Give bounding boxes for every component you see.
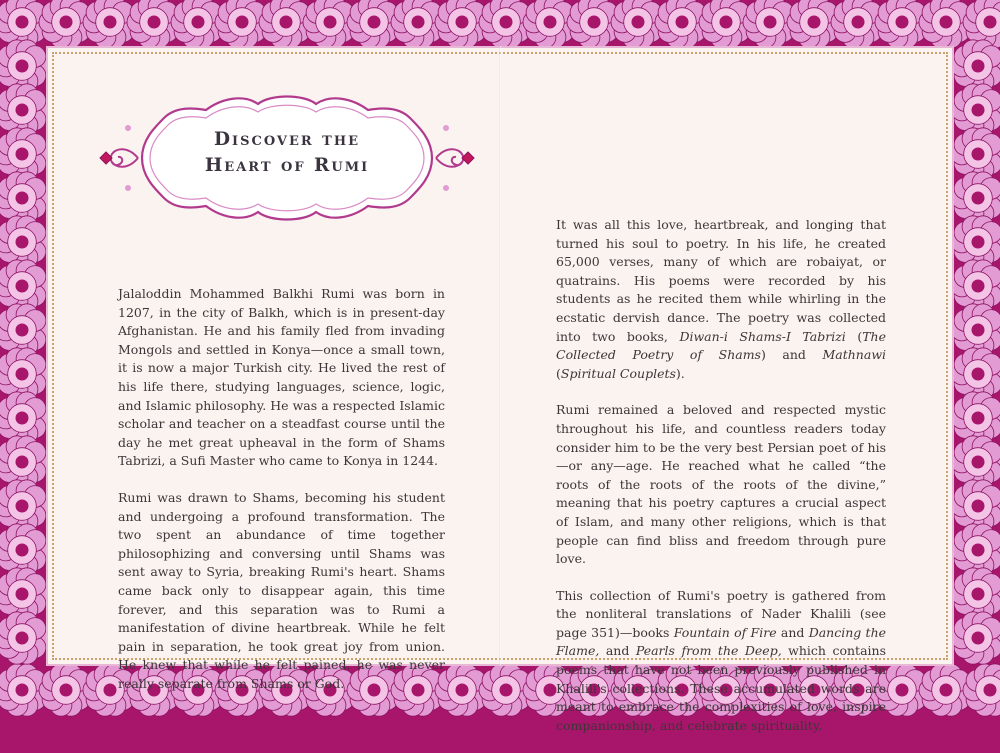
text-run: This collection of Rumi's poetry is gathered from the nonliteral translations of Nader Khalili (see page 351)—books (556, 587, 886, 640)
book-title: Pearls from the Deep, (635, 643, 782, 659)
book-title: Fountain of Fire (673, 624, 777, 640)
text-run: and (776, 624, 809, 640)
book-title: Mathnawi (822, 347, 887, 363)
right-paragraph-3 (556, 587, 886, 736)
text-run: which contains poems that have not been previously published in Khalili's collections. These accumulated words are meant to embrace the complexities of love, inspire companionship, and celebrate spirituality. (556, 643, 886, 733)
right-paragraph-1 (556, 216, 886, 383)
text-run: and (599, 643, 636, 659)
text-run: ( (556, 365, 561, 381)
text-run: ) and (760, 347, 823, 363)
book-title: Dancing the Flame, (556, 624, 887, 659)
rosette-ornament (951, 612, 1000, 664)
right-page-text (556, 216, 886, 753)
book-title: The Collected Poetry of Shams (556, 328, 887, 363)
book-gutter (499, 46, 501, 666)
left-paragraph-2: Rumi was drawn to Shams, becoming his student and undergoing a profound transformation. The two spent an abundance of time together philosophizing and conversing until Shams was sent away to Syria, breaking Rumi's heart. Shams came back only to disappear again, this time forever, and this separation was to Rumi a manifestation of divine heartbreak. While he felt pain in separation, he took great joy from union. He knew that while he felt pained, he was never really separate from Shams or God. (118, 489, 445, 691)
book-title: Diwan-i Shams-I Tabrizi (679, 328, 846, 344)
page-title (150, 127, 424, 179)
title-line-1: Discover the (213, 129, 361, 150)
text-run: It was all this love, heartbreak, and longing that turned his soul to poetry. In his life, he created 65,000 verses, many of which are robaiyat, or quatrains. His poems were recorded by his students as he recited them while whirling in the ecstatic dervish dance. The poetry was collected into two books, (556, 217, 886, 344)
title-line-2: Heart of Rumi (204, 155, 370, 176)
left-page-text (118, 285, 445, 711)
text-run: ( (845, 328, 863, 344)
text-run: ). (675, 365, 685, 381)
left-paragraph-1: Jalaloddin Mohammed Balkhi Rumi was born in 1207, in the city of Balkh, which is in present-day Afghanistan. He and his family fled from invading Mongols and settled in Konya—once a small town, it is now a major Turkish city. He lived the rest of his life there, studying languages, science, logic, and Islamic philosophy. He was a respected Islamic scholar and teacher on a steadfast course until the day he met great upheaval in the form of Shams Tabrizi, a Sufi Master who came to Konya in 1244. (118, 286, 445, 469)
right-paragraph-2: Rumi remained a beloved and respected mystic throughout his life, and countless readers today consider him to be the very best Persian poet of his—or any—age. He reached what he called “the roots of the roots of the roots of the divine,” meaning that his poetry captures a crucial aspect of Islam, and many other religions, which is that people can find bliss and freedom through pure love. (556, 402, 886, 567)
rosette-ornament (0, 612, 49, 664)
rosette-ornament (963, 664, 1000, 716)
book-title: Spiritual Couplets (560, 365, 676, 381)
